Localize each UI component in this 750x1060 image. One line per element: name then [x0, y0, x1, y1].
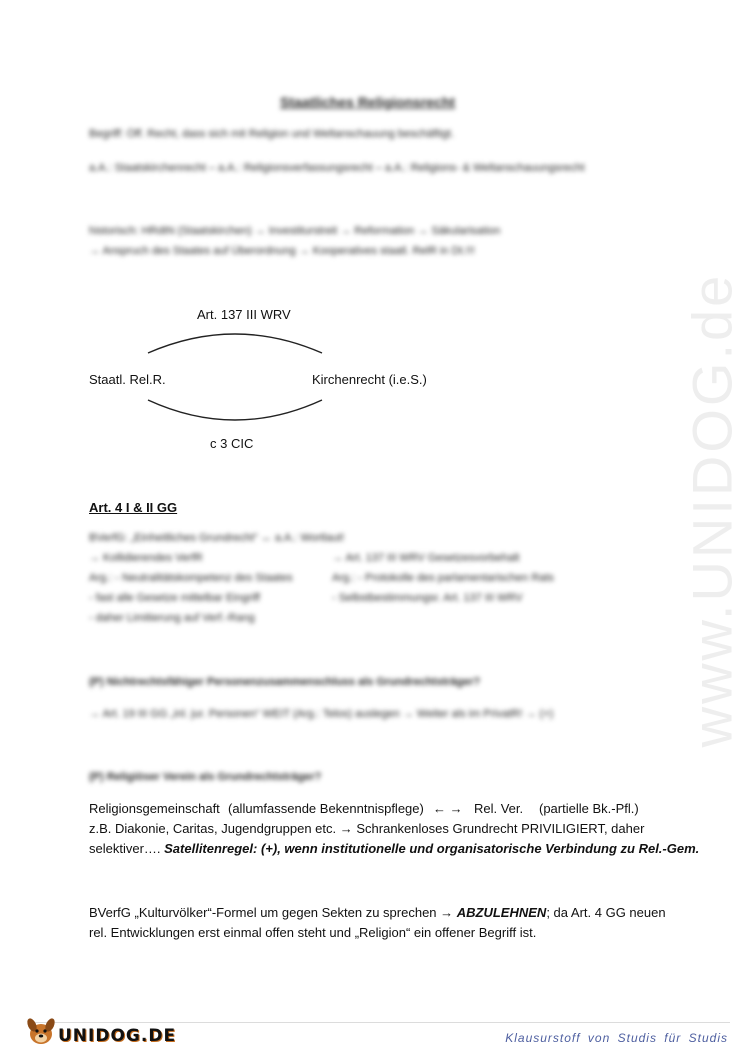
- selektiver-text: selektiver….: [89, 841, 165, 856]
- diagram-arcs: [140, 325, 330, 440]
- satellitenregel-text: Satellitenregel: (+), wenn institutionelle und organisatorische Verbindung zu Rel.-Gem.: [164, 841, 700, 856]
- bverfg-tail: ; da Art. 4 GG neuen: [546, 905, 666, 920]
- page-title: Staatliches Religionsrecht: [280, 94, 456, 110]
- double-arrow: ← →: [433, 801, 463, 816]
- art4-line: → Art. 137 III WRV Gesetzesvorbehalt: [332, 552, 520, 564]
- rel-ver-text: Rel. Ver.: [474, 801, 524, 816]
- diagram-bottom-label: c 3 CIC: [210, 436, 254, 451]
- abzulehnen-text: ABZULEHNEN: [456, 905, 547, 920]
- dog-logo-icon: [24, 1014, 58, 1048]
- art4-line: - fast alle Gesetze mittelbar Eingriff: [89, 592, 260, 604]
- diagram-top-label: Art. 137 III WRV: [197, 307, 291, 322]
- bverfg-line-2: rel. Entwicklungen erst einmal offen steht und „Religion“ ein offener Begriff ist.: [89, 925, 537, 940]
- bverfg-line: [89, 905, 666, 920]
- watermark: www.UNIDOG.de: [680, 272, 744, 748]
- problem1-line: → Art. 19 III GG „inl. jur. Personen“ WEIT (Arg.: Telos) auslegen → Weiter als im PrivatR! → (+): [89, 708, 554, 720]
- art4-line: Arg.: - Neutralitätskompetenz des Staates: [89, 572, 293, 584]
- footer-divider: [28, 1022, 730, 1023]
- art4-line: Arg.: - Protokolle des parlamentarischen Rats: [332, 572, 554, 584]
- religionsgemeinschaft-text: Religionsgemeinschaft: [89, 801, 220, 816]
- art4-line: - daher Limitierung auf Verf.-Rang: [89, 612, 255, 624]
- art4-line: BVerfG: „Einheitliches Grundrecht“ ↔ a.A.: Wortlaut!: [89, 532, 345, 544]
- footer-logo: UNIDOG.DE: [58, 1026, 177, 1046]
- history-line: historisch: HRdtN (Staatskirchen) → Investiturstreit → Reformation → Säkularisation: [89, 225, 501, 237]
- problem1-heading: (P) Nichtrechtsfähiger Personenzusammenschluss als Grundrechtsträger?: [89, 676, 481, 688]
- definition-line: Begriff: Öff. Recht, dass sich mit Religion und Weltanschauung beschäftigt.: [89, 128, 455, 140]
- alternatives-line: a.A.: Staatskirchenrecht – a.A.: Religionsverfassungsrecht – a.A.: Religions- & Weltanschauungsrecht: [89, 162, 585, 174]
- bverfg-text: BVerfG „Kulturvölker“-Formel um gegen Sekten zu sprechen →: [89, 905, 457, 920]
- partielle-text: (partielle Bk.-Pfl.): [539, 801, 639, 816]
- art4-line: - Selbstbestimmungsr. Art. 137 III WRV: [332, 592, 523, 604]
- history-line-2: → Anspruch des Staates auf Überordnung → Kooperatives staatl. RelR in Dt.!!!: [89, 245, 475, 257]
- satellite-line: [89, 841, 699, 856]
- diagram-right-label: Kirchenrecht (i.e.S.): [312, 372, 427, 387]
- art4-heading: Art. 4 I & II GG: [89, 500, 178, 515]
- examples-line: z.B. Diakonie, Caritas, Jugendgruppen etc. → Schrankenloses Grundrecht PRIVILIGIERT, daher: [89, 821, 645, 836]
- problem2-heading: (P) Religiöser Verein als Grundrechtsträger?: [89, 771, 322, 783]
- art4-line: → Kollidierendes VerfR: [89, 552, 203, 564]
- bekenntnispflege-text: (allumfassende Bekenntnispflege): [228, 801, 424, 816]
- diagram-left-label: Staatl. Rel.R.: [89, 372, 166, 387]
- footer-tagline: Klausurstoff von Studis für Studis: [505, 1031, 728, 1045]
